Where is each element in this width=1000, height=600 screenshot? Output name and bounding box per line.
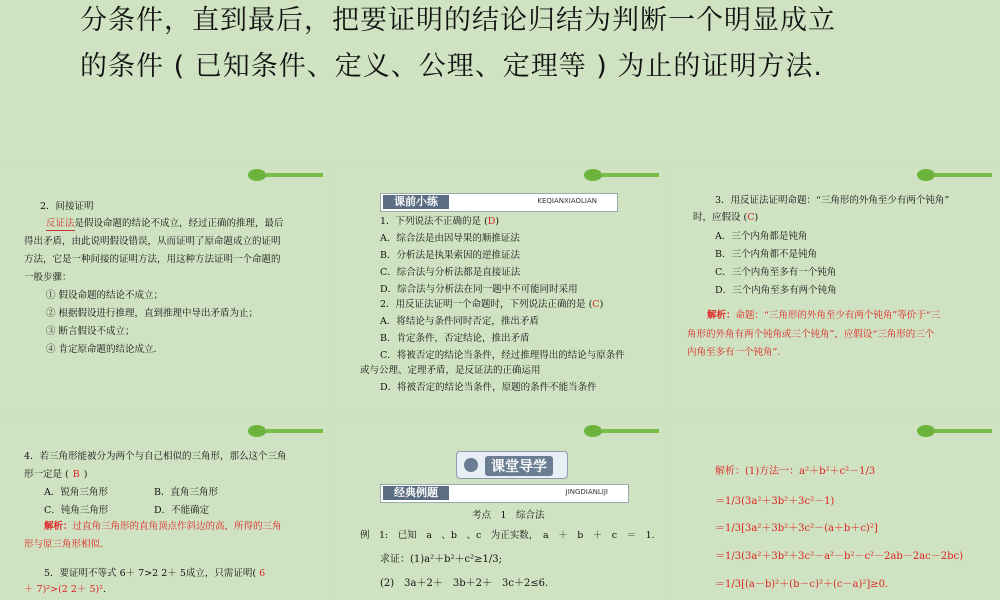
explanation: 形与原三角形相似. [24,539,104,550]
explanation: 内角至多有一个钝角”. [687,347,781,358]
banner-label: 经典例题 [383,486,449,500]
ribbon-icon [463,457,479,473]
step: ④ 肯定原命题的结论成立. [46,344,157,355]
example: 例 1: 已知 a 、b 、c 为正实数， a ＋ b ＋ c ＝ 1. [360,530,655,541]
prove: 求证：(1)a²＋b²＋c²≥ [380,554,483,565]
logo-icon [583,423,663,439]
section-banner [380,193,618,212]
formula: a²＋b²＋c²－ [799,466,860,477]
section-title: 课堂导学 [485,456,553,476]
logo-icon [247,423,327,439]
period: . [103,584,107,595]
top-line-1: 分条件，直到最后，把要证明的结论归结为判断一个明显成立 [80,5,836,36]
text-line: 得出矛盾，由此说明假设错误，从而证明了原命题成立的证明 [24,236,281,247]
slide-thumb-4[interactable] [0,419,331,600]
explanation-label: 解析： [44,521,73,532]
q5-text: 2＋ [161,568,177,579]
option: C．综合法与分析法都是直接证法 [380,267,521,278]
option: C．将被否定的结论当条件，经过推理得出的结论与原条件 [380,350,625,361]
heading: 2．间接证明 [40,201,94,212]
section-banner [380,484,629,503]
step: ② 根据假设进行推理，直到推理中导出矛盾为止； [46,308,259,319]
slide-thumb-5[interactable] [336,419,667,600]
q5-text: 5．要证明不等式 [44,568,117,579]
option: B．三个内角都不是钝角 [715,249,817,260]
formula: [(a－b)²＋(b－c)²＋(c－a)²]≥0. [741,579,889,590]
option: D．不能确定 [154,505,210,516]
paren: ) [599,299,604,310]
blank-answer: 反证法 [46,218,75,229]
question: 1．下列说法不正确的是 ( [380,216,488,227]
q5-answer: 6 [259,568,266,579]
banner-label: 课前小练 [383,195,449,209]
q5-text: 6＋ [119,568,136,579]
equals: ＝ [715,551,725,562]
formula: [3a²＋3b²＋3c²－(a＋b＋c)²] [741,523,878,534]
option: D．三个内角至多有两个钝角 [715,285,837,296]
q5-answer: 2＋ [70,584,87,595]
logo-icon [247,167,327,183]
step: ③ 断言假设不成立； [46,326,135,337]
option: D．综合法与分析法在同一题中不可能同时采用 [380,284,578,295]
explanation: 命题：“三角形的外角至少有两个钝角”等价于“三 [735,310,941,321]
logo-icon [916,423,996,439]
equals: ＝ [715,523,725,534]
option: C．钝角三角形 [44,505,109,516]
paren: ) [495,216,500,227]
option: B．直角三角形 [154,487,218,498]
slide-thumb-1[interactable] [0,163,331,415]
part-2: (2) 3a＋2＋ 3b＋2＋ 3c＋2≤6. [380,578,549,589]
text-line: 一般步骤： [24,272,72,283]
fraction: 1/3 [725,523,742,534]
q5-answer: 7)²>(2 [36,584,68,595]
text-line: 方法，它是一种间接的证明方法，用这种方法证明一个命题的 [24,254,281,265]
section-title-box [456,451,568,479]
text-line: 是假设命题的结论不成立，经过正确的推理，最后 [74,218,284,229]
slide-thumb-6[interactable] [671,419,1000,600]
explanation: 角形的外角有两个钝角或三个钝角”，应假设“三角形的三个 [687,329,935,340]
top-slide [0,0,1000,160]
question-5 [44,567,265,580]
option: 或与公理、定理矛盾，是反证法的正确运用 [360,365,541,376]
fraction: 1/3 [725,551,742,562]
top-line-2: 的条件 ( 已知条件、定义、公理、定理等 ) 为止的证明方法. [80,51,823,82]
fraction: 1/3 [482,554,499,565]
equals: ＝ [715,496,725,507]
option: A．三个内角都是钝角 [715,231,808,242]
step: ① 假设命题的结论不成立； [46,290,164,301]
explanation: 过直角三角形的直角顶点作斜边的高，所得的三角 [72,521,282,532]
question: 4．若三角形能被分为两个与自己相似的三角形，那么这个三角 [24,451,287,462]
question: 形一定是 ( [24,469,69,480]
option: D．将被否定的结论当条件，原题的条件不能当条件 [380,382,597,393]
slide-thumb-3[interactable] [671,163,1000,415]
question: 3．用反证法证明命题：“三角形的外角至少有两个钝角” [715,195,950,206]
question: 时，应假设 ( [693,212,748,223]
explanation-label: 解析： [707,310,736,321]
q5-answer: 5)² [89,584,103,595]
answer: D [487,216,496,227]
question: 2．用反证法证明一个命题时，下列说法正确的是 ( [380,299,593,310]
option: B．肯定条件，否定结论，推出矛盾 [380,333,530,344]
answer: B [72,469,80,480]
q5-answer: ＋ [24,584,34,595]
paren: ) [754,212,759,223]
option: A．将结论与条件同时否定，推出矛盾 [380,316,539,327]
answer: C [747,212,755,223]
formula: (3a²＋3b²＋3c²－a²－b²－c²－2ab－2ac－2bc) [741,551,963,562]
topic: 考点 1 综合法 [472,510,545,521]
option: A．锐角三角形 [44,487,108,498]
answer: C [592,299,600,310]
equals: ＝ [715,579,725,590]
logo-icon [916,167,996,183]
formula: (3a²＋3b²＋3c²－1) [741,496,835,507]
fraction: 1/3 [725,496,742,507]
option: A．综合法是由因导果的顺推证法 [380,233,520,244]
semicolon: ; [498,554,503,565]
q5-text: 7>2 [138,568,159,579]
fraction: 1/3 [725,579,742,590]
q5-text: 5成立，只需证明( [179,568,257,579]
banner-sub: JINGDIANLIJI [565,488,608,496]
paren: ) [83,469,88,480]
banner-sub: KEQIANXIAOLIAN [537,197,597,205]
slide-thumb-2[interactable] [336,163,667,415]
logo-icon [583,167,663,183]
option: C．三个内角至多有一个钝角 [715,267,837,278]
option: B．分析法是执果索因的逆推证法 [380,250,520,261]
solution-label: 解析：(1)方法一： [715,466,800,477]
fraction: 1/3 [859,466,876,477]
